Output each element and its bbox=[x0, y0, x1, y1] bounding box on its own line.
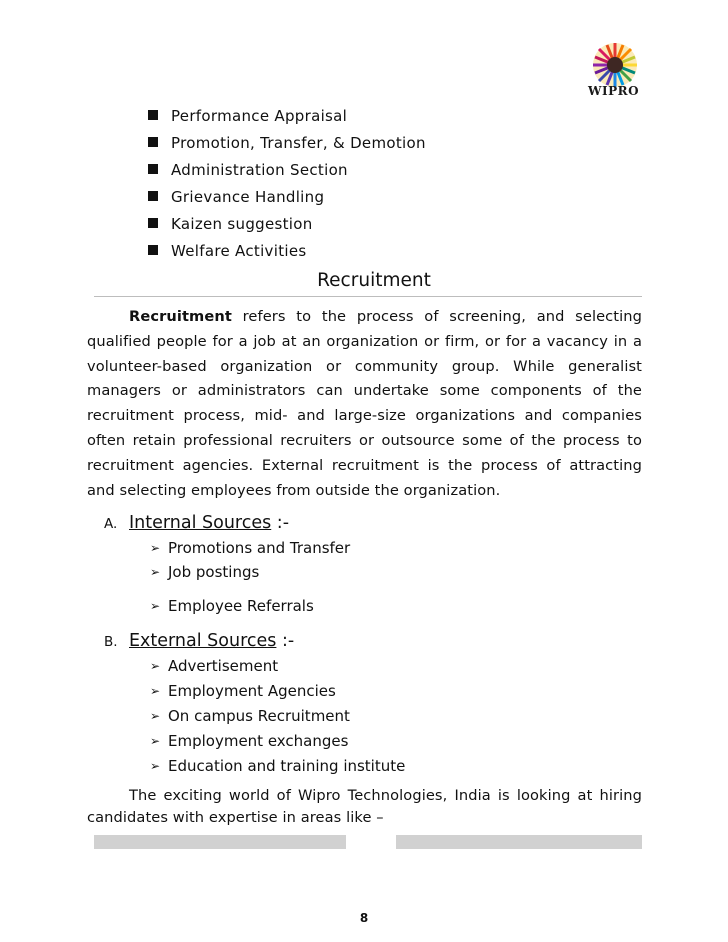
logo-text: WIPRO bbox=[588, 84, 640, 98]
section-title: External Sources bbox=[129, 631, 277, 651]
square-bullet-icon bbox=[148, 164, 158, 174]
square-bullet-icon bbox=[148, 191, 158, 201]
list-item: ➢ Employment Agencies bbox=[150, 682, 336, 700]
arrow-bullet-icon: ➢ bbox=[150, 709, 161, 723]
arrow-bullet-icon: ➢ bbox=[150, 734, 161, 748]
section-title: Internal Sources bbox=[129, 513, 272, 533]
list-item: ➢ Promotions and Transfer bbox=[150, 539, 351, 557]
list-item: ➢ On campus Recruitment bbox=[150, 707, 350, 725]
list-item: Performance Appraisal bbox=[148, 107, 347, 125]
list-item: ➢ Employment exchanges bbox=[150, 732, 349, 750]
list-item: Promotion, Transfer, & Demotion bbox=[148, 134, 426, 152]
wipro-logo bbox=[584, 38, 646, 100]
arrow-bullet-icon: ➢ bbox=[150, 541, 161, 555]
recruitment-term: Recruitment bbox=[129, 308, 232, 325]
section-external-sources: B. External Sources :- bbox=[104, 631, 295, 651]
paragraph-body: refers to the process of screening, and selecting qualified people for a job at an organization or firm, or for a vacancy in a volunteer-based organization or community group. While generalist managers or administrators can undertake some components of the recruitment process, mid- and large-size organizations and companies often retain professional recruiters or outsource some of the process to recruitment agencies. External recruitment is the process of attracting and selecting employees from outside the organization. bbox=[87, 308, 642, 499]
list-item: Administration Section bbox=[148, 161, 348, 179]
grey-bar-right bbox=[396, 835, 642, 849]
list-item: Kaizen suggestion bbox=[148, 215, 313, 233]
list-item: ➢ Job postings bbox=[150, 563, 260, 581]
arrow-bullet-icon: ➢ bbox=[150, 759, 161, 773]
wipro-paragraph: The exciting world of Wipro Technologies, India is looking at hiring candidates with expertise in areas like – bbox=[87, 787, 642, 826]
square-bullet-icon bbox=[148, 110, 158, 120]
arrow-bullet-icon: ➢ bbox=[150, 599, 161, 613]
section-letter: A. bbox=[104, 516, 118, 532]
grey-bar-left bbox=[94, 835, 346, 849]
section-letter: B. bbox=[104, 634, 118, 650]
recruitment-paragraph bbox=[87, 305, 642, 503]
square-bullet-icon bbox=[148, 137, 158, 147]
section-heading: Recruitment bbox=[317, 270, 431, 291]
list-item: Grievance Handling bbox=[148, 188, 324, 206]
heading-divider bbox=[94, 296, 642, 297]
page-number: 8 bbox=[359, 911, 369, 925]
list-item: ➢ Employee Referrals bbox=[150, 597, 314, 615]
arrow-bullet-icon: ➢ bbox=[150, 565, 161, 579]
list-item: ➢ Education and training institute bbox=[150, 757, 406, 775]
list-item: Welfare Activities bbox=[148, 242, 307, 260]
arrow-bullet-icon: ➢ bbox=[150, 684, 161, 698]
section-internal-sources: A. Internal Sources :- bbox=[104, 513, 290, 533]
arrow-bullet-icon: ➢ bbox=[150, 659, 161, 673]
square-bullet-icon bbox=[148, 245, 158, 255]
square-bullet-icon bbox=[148, 218, 158, 228]
list-item: ➢ Advertisement bbox=[150, 657, 279, 675]
